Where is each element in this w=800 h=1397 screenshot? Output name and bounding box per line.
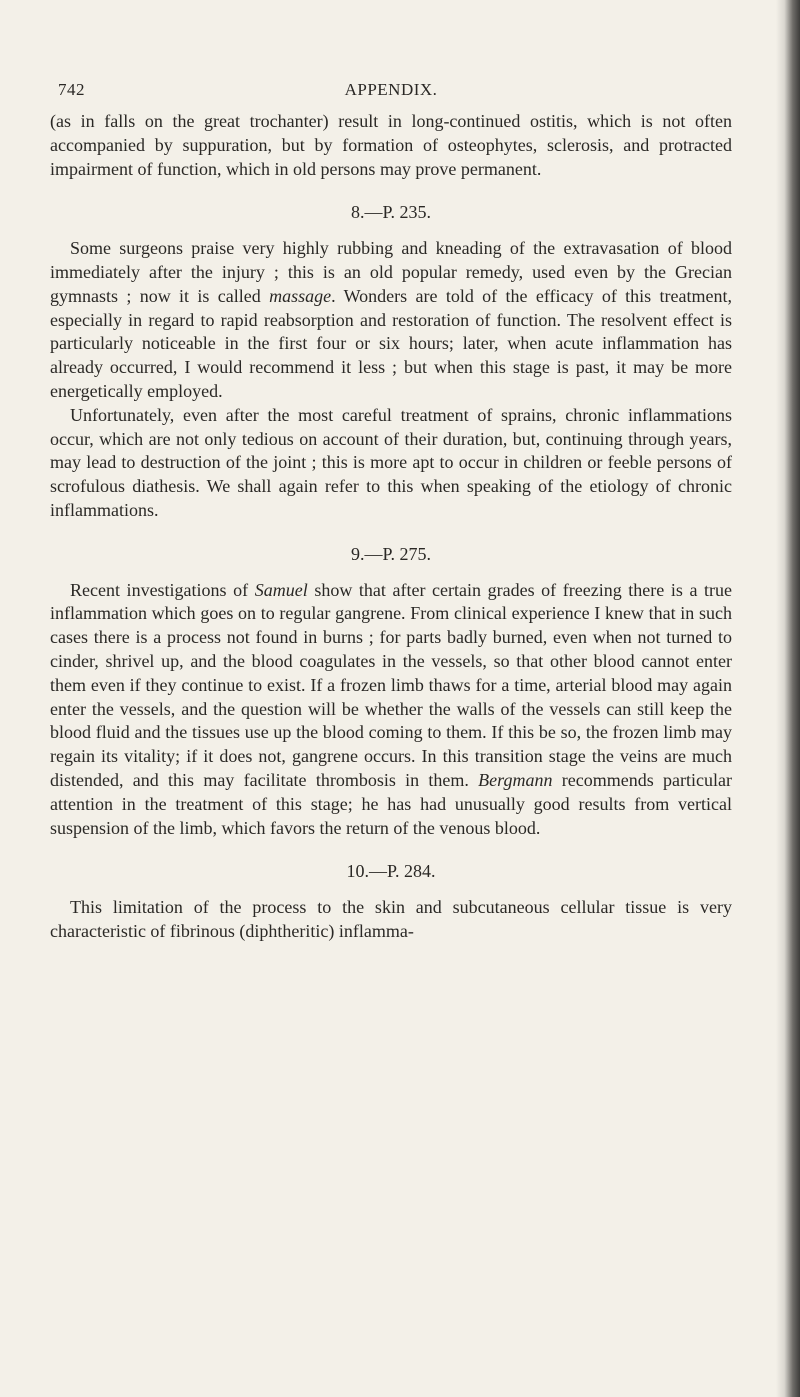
section-heading: 8.—P. 235. <box>350 202 431 223</box>
italic-name: Bergmann <box>478 769 553 790</box>
text-run: . Wonders are told of the efficacy of this treatment, especially in regard to rapid reabsorption and restoration of function. The resolvent effect is particularly noticeable in the first four or six hours; later, when acute inflammation has already occurred, I would recommend it less ; but when this stage is past, it may be more energetically employed. <box>50 285 733 401</box>
italic-name: Samuel <box>254 579 308 600</box>
page-number: 742 <box>58 80 85 99</box>
paragraph <box>50 237 732 404</box>
page-header <box>50 80 732 110</box>
page-edge-shadow <box>776 0 800 1397</box>
section-heading: 10.—P. 284. <box>346 861 436 882</box>
running-title: APPENDIX. <box>344 80 438 99</box>
text-run: Some surgeons praise very highly rubbing and kneading of the extravasation of blood immediately after the injury ; this is an old popular remedy, used even by the Grecian gymnasts ; now it is called <box>50 238 732 306</box>
body-text <box>50 110 732 944</box>
paragraph <box>50 110 732 181</box>
paragraph <box>50 896 732 944</box>
paragraph <box>50 404 732 523</box>
text-run: This limitation of the process to the skin and subcutaneous cellular tissue is very characteristic of fibrinous (diphtheritic) inflamma- <box>50 897 732 941</box>
text-run: show that after certain grades of freezing there is a true inflammation which goes on to regular gangrene. From clinical experience I knew that in such cases there is a process not found in burns ; for parts badly burned, even when not turned to cinder, shrivel up, and the blood coagulates in the vessels, so that other blood cannot enter them even if they continue to exist. If a frozen limb thaws for a time, arterial blood may again enter the vessels, and the question will be whether the walls of the vessels can still keep the blood fluid and the tissues use up the blood coming to them. If this be so, the frozen limb may regain its vitality; if it does not, gangrene occurs. In this transition stage the veins are much distended, and this may facilitate thrombosis in them. <box>50 579 733 790</box>
paragraph <box>50 579 732 841</box>
text-run: Recent investigations of <box>70 579 255 600</box>
text-run: recommends particular attention in the treatment of this stage; he has had unusually good results from vertical suspension of the limb, which favors the return of the venous blood. <box>50 769 732 838</box>
text-run: (as in falls on the great trochanter) result in long-continued ostitis, which is not often accompanied by suppuration, but by formation of osteophytes, sclerosis, and protracted impairment of function, which in old persons may prove permanent. <box>50 111 732 179</box>
book-page <box>50 80 732 944</box>
italic-name: massage <box>269 285 332 306</box>
text-run: Unfortunately, even after the most careful treatment of sprains, chronic inflammations occur, which are not only tedious on account of their duration, but, continuing through years, may lead to destruction of the joint ; this is more apt to occur in children or feeble persons of scrofulous diathesis. We shall again refer to this when speaking of the etiology of chronic inflammations. <box>50 404 732 520</box>
section-heading: 9.—P. 275. <box>350 543 431 564</box>
